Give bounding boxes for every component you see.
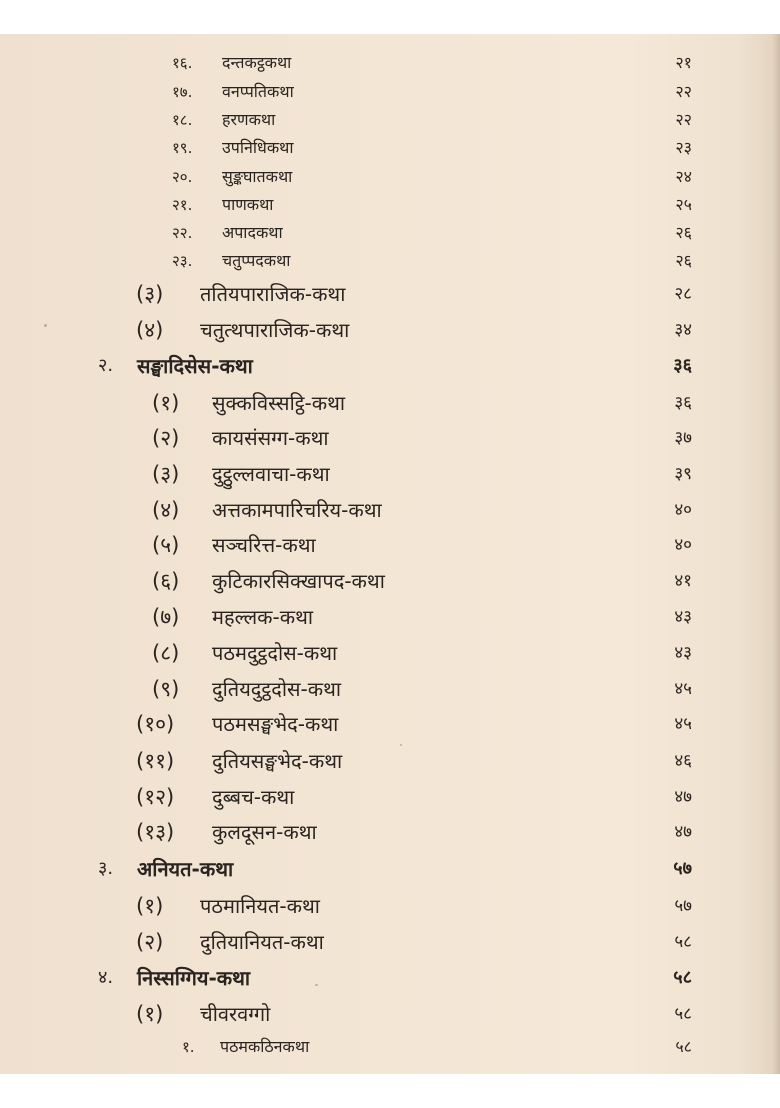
toc-entry — [0, 999, 780, 1029]
toc-entry — [0, 388, 780, 418]
toc-entry — [0, 48, 780, 78]
section-page-number: ५८ — [673, 967, 692, 988]
section-title: सङ्घादिसेस-कथा — [137, 354, 253, 378]
toc-entry — [0, 674, 780, 704]
entry-title: सुक्कविस्सट्ठि-कथा — [212, 391, 346, 415]
entry-number: १९. — [172, 139, 193, 157]
entry-page-number: २२ — [675, 110, 692, 129]
toc-entry — [0, 423, 780, 453]
entry-number: (१) — [136, 894, 164, 918]
entry-number: २२. — [172, 224, 193, 242]
paper-speck — [44, 324, 47, 327]
entry-number: १८. — [172, 111, 193, 129]
entry-page-number: २६ — [675, 251, 692, 270]
toc-section-heading — [0, 351, 780, 381]
entry-title: दन्तकट्ठकथा — [222, 53, 292, 72]
section-number: ४. — [98, 967, 114, 988]
toc-entry — [0, 105, 780, 135]
entry-title: सुङ्कघातकथा — [222, 167, 293, 186]
entry-page-number: ५८ — [674, 932, 692, 952]
entry-title: कुटिकारसिक्खापद-कथा — [212, 569, 385, 593]
entry-page-number: २६ — [675, 223, 692, 242]
entry-page-number: ४७ — [674, 822, 692, 842]
toc-entry — [0, 746, 780, 776]
toc-entry — [0, 246, 780, 276]
book-page — [0, 34, 780, 1074]
entry-page-number: ५७ — [674, 896, 692, 916]
toc-entry — [0, 162, 780, 192]
entry-page-number: ५८ — [674, 1004, 692, 1024]
entry-page-number: ४५ — [674, 679, 692, 699]
entry-number: (४) — [152, 498, 180, 522]
entry-page-number: ३४ — [674, 320, 692, 340]
toc-entry — [0, 133, 780, 163]
entry-page-number: ४७ — [674, 787, 692, 807]
entry-title: दुब्बच-कथा — [212, 785, 295, 809]
toc-entry — [0, 77, 780, 107]
section-title: अनियत-कथा — [137, 857, 234, 881]
entry-number: (८) — [152, 641, 180, 665]
toc-entry — [0, 817, 780, 847]
section-title: निस्सग्गिय-कथा — [137, 966, 251, 990]
entry-number: २१. — [172, 196, 193, 214]
entry-title: दुतियानियत-कथा — [200, 930, 324, 954]
entry-title: वनप्पतिकथा — [222, 82, 294, 101]
toc-entry — [0, 1032, 780, 1062]
section-number: २. — [98, 355, 114, 376]
paper-speck — [315, 984, 318, 986]
entry-page-number: ४५ — [674, 714, 692, 734]
entry-title: हरणकथा — [222, 110, 276, 129]
entry-title: पठमकठिनकथा — [220, 1037, 310, 1056]
toc-entry — [0, 638, 780, 668]
entry-page-number: २४ — [675, 167, 692, 186]
toc-entry — [0, 190, 780, 220]
entry-page-number: २१ — [675, 53, 692, 72]
entry-page-number: ४३ — [674, 643, 692, 663]
entry-page-number: ४३ — [674, 607, 692, 627]
entry-number: (२) — [136, 930, 164, 954]
entry-number: १७. — [172, 83, 193, 101]
section-number: ३. — [98, 858, 114, 879]
toc-entry — [0, 782, 780, 812]
toc-entry — [0, 530, 780, 560]
toc-entry — [0, 566, 780, 596]
entry-title: ततियपाराजिक-कथा — [200, 282, 346, 306]
entry-number: २३. — [172, 252, 193, 270]
entry-number: (१३) — [136, 820, 175, 844]
entry-page-number: ४० — [674, 535, 692, 555]
entry-page-number: २८ — [674, 284, 692, 304]
toc-entry — [0, 602, 780, 632]
entry-number: (२) — [152, 426, 180, 450]
section-page-number: ३६ — [673, 355, 692, 376]
toc-entry — [0, 315, 780, 345]
entry-number: २०. — [172, 168, 193, 186]
paper-speck — [400, 744, 402, 746]
entry-page-number: २५ — [675, 195, 692, 214]
entry-page-number: ४० — [674, 500, 692, 520]
entry-number: (९) — [152, 677, 180, 701]
entry-title: चीवरवग्गो — [200, 1002, 271, 1026]
entry-title: चतुप्पदकथा — [222, 251, 291, 270]
entry-title: पाणकथा — [222, 195, 274, 214]
entry-title: दुतियदुट्ठदोस-कथा — [212, 677, 342, 701]
entry-page-number: ४१ — [674, 571, 692, 591]
entry-page-number: ३९ — [674, 464, 692, 484]
entry-title: पठमानियत-कथा — [200, 894, 320, 918]
toc-entry — [0, 279, 780, 309]
toc-section-heading — [0, 963, 780, 993]
entry-title: उपनिधिकथा — [222, 138, 294, 157]
entry-number: (१) — [136, 1002, 164, 1026]
entry-number: (५) — [152, 533, 180, 557]
entry-title: कुलदूसन-कथा — [212, 820, 317, 844]
entry-title: पठमदुट्ठदोस-कथा — [212, 641, 338, 665]
entry-number: (३) — [136, 282, 164, 306]
toc-entry — [0, 927, 780, 957]
entry-number: (१०) — [136, 712, 175, 736]
section-page-number: ५७ — [673, 858, 692, 879]
entry-title: सञ्चरित्त-कथा — [212, 533, 316, 557]
entry-page-number: ३६ — [674, 393, 692, 413]
entry-page-number: २२ — [675, 82, 692, 101]
entry-title: अत्तकामपारिचरिय-कथा — [212, 498, 382, 522]
entry-title: चतुत्थपाराजिक-कथा — [200, 318, 350, 342]
entry-number: (४) — [136, 318, 164, 342]
entry-title: महल्लक-कथा — [212, 605, 314, 629]
entry-page-number: २३ — [675, 138, 692, 157]
toc-entry — [0, 709, 780, 739]
toc-section-heading — [0, 854, 780, 884]
toc-entry — [0, 891, 780, 921]
toc-entry — [0, 459, 780, 489]
entry-number: (७) — [152, 605, 180, 629]
entry-title: दुट्ठुल्लवाचा-कथा — [212, 462, 330, 486]
entry-number: १. — [182, 1038, 195, 1056]
entry-number: (११) — [136, 749, 175, 773]
entry-page-number: ५८ — [675, 1037, 692, 1056]
entry-number: १६. — [172, 54, 193, 72]
entry-number: (३) — [152, 462, 180, 486]
toc-entry — [0, 495, 780, 525]
entry-page-number: ३७ — [674, 428, 692, 448]
entry-title: अपादकथा — [222, 223, 283, 242]
entry-number: (१२) — [136, 785, 175, 809]
entry-title: कायसंसग्ग-कथा — [212, 426, 329, 450]
toc-entry — [0, 218, 780, 248]
entry-title: पठमसङ्घभेद-कथा — [212, 712, 339, 736]
entry-number: (१) — [152, 391, 180, 415]
entry-number: (६) — [152, 569, 180, 593]
entry-title: दुतियसङ्घभेद-कथा — [212, 749, 343, 773]
entry-page-number: ४६ — [674, 751, 692, 771]
